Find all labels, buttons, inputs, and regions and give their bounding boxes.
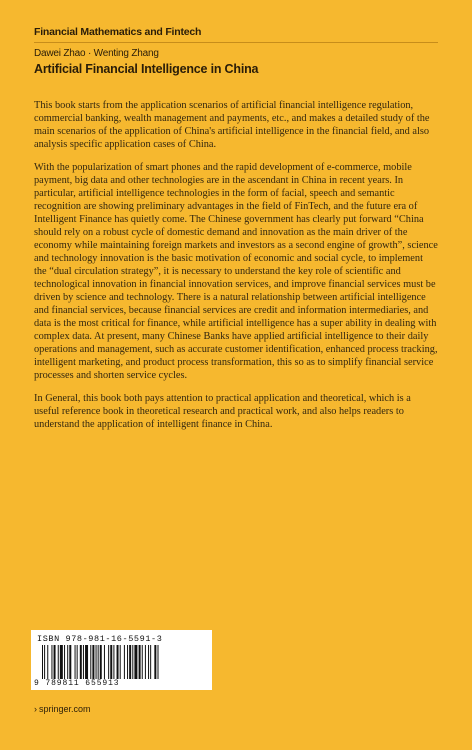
header-divider <box>34 42 438 43</box>
barcode-digits: 9 789811 655913 <box>34 679 120 688</box>
publisher-link[interactable] <box>34 704 91 714</box>
blurb-paragraph-1: This book starts from the application scenarios of artificial financial intelligence regulation, commercial banking, wealth management and payments, etc., and makes a detailed study of the main scenarios of the application of China's artificial intelligence in the financial field, and also analysis specific application cases of China. <box>34 100 430 150</box>
book-authors: Dawei Zhao · Wenting Zhang <box>34 48 159 59</box>
arrow-icon: › <box>34 704 37 714</box>
blurb <box>34 99 438 441</box>
blurb-paragraph-3: In General, this book both pays attention to practical application and theoretical, which is a useful reference book in theoretical research and practical work, and also helps readers to understand the application of intelligent finance in China. <box>34 393 411 430</box>
isbn-number: ISBN 978-981-16-5591-3 <box>37 634 163 644</box>
barcode-bars <box>42 645 202 679</box>
blurb-paragraph-2: With the popularization of smart phones and the rapid development of e-commerce, mobile payment, big data and other technologies are in the ascendant in China in recent years. In particular, artificial intelligence technologies in the form of facial, speech and semantic recognition are showing preliminary advantages in the field of FinTech, and the future era of Intelligent Finance has quietly come. The Chinese government has clearly put forward “China should rely on a robust cycle of domestic demand and innovation as the main driver of the economy while maintaining foreign markets and investors as a second engine of growth”, science and technology innovation is the basic motivation of economic and social cycle, to implement the “dual circulation strategy”, it is necessary to understand the key role of scientific and technological innovation in financial innovation services, and improve financial services must be driven by science and technology. There is a natural relationship between artificial intelligence and financial services, because financial services are credit and information intermediaries, and data is the most critical for finance, while artificial intelligence has a super ability in dealing with complex data. At present, many Chinese Banks have applied artificial intelligence to their daily operations and management, such as accurate customer identification, enhanced process tracking, intelligent marketing, and product process transformation, this so as to simplify financial service processes and shorten service cycles. <box>34 162 438 381</box>
publisher-link-label: springer.com <box>39 704 91 714</box>
series-title: Financial Mathematics and Fintech <box>34 26 202 38</box>
isbn-barcode <box>31 630 212 690</box>
book-title: Artificial Financial Intelligence in China <box>34 62 259 76</box>
